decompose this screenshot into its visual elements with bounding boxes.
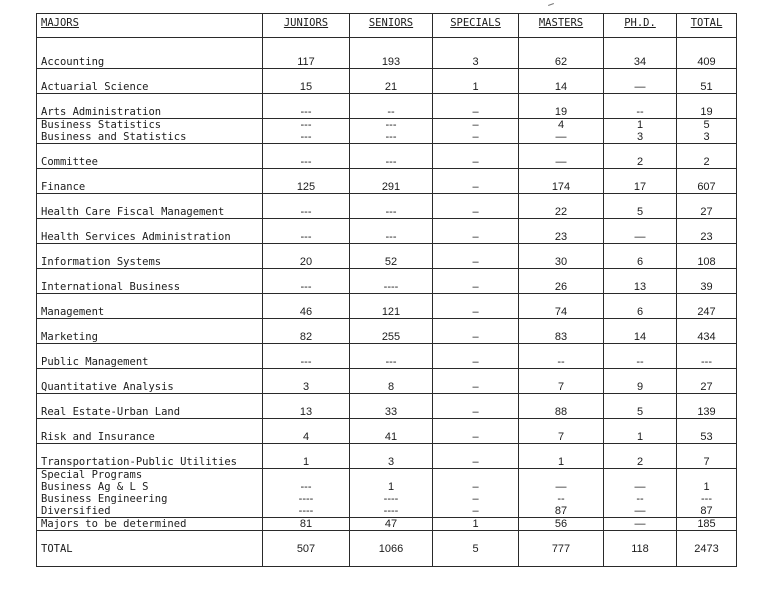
cell-specials: 5 [433,531,519,567]
cell-seniors: 47 [350,518,433,531]
cell-specials: – [433,169,519,194]
cell-phd: 5 [604,194,677,219]
cell-juniors: --- [263,219,350,244]
major-name: Quantitative Analysis [37,369,263,394]
table-row [37,194,737,219]
major-name: Accounting [37,38,263,69]
cell-phd: — [604,481,677,493]
table-row [37,444,737,469]
cell-total: 139 [677,394,737,419]
cell-total: 1 [677,481,737,493]
table-row [37,38,737,69]
cell-phd: 9 [604,369,677,394]
major-name: Transportation-Public Utilities [37,444,263,469]
cell-specials: – [433,481,519,493]
cell-specials: – [433,131,519,144]
cell-seniors: 1 [350,481,433,493]
col-header-majors: MAJORS [37,14,263,38]
cell-seniors: 52 [350,244,433,269]
col-header-specials: SPECIALS [433,14,519,38]
cell-masters: 22 [519,194,604,219]
cell-seniors: 41 [350,419,433,444]
cell-specials: – [433,194,519,219]
cell-total: 39 [677,269,737,294]
cell-masters: 19 [519,94,604,119]
cell-phd: 6 [604,244,677,269]
empty-cell [604,469,677,482]
major-name: Committee [37,144,263,169]
major-name: Arts Administration [37,94,263,119]
cell-phd: 3 [604,131,677,144]
cell-seniors: 255 [350,319,433,344]
cell-phd: 2 [604,144,677,169]
cell-seniors: --- [350,119,433,132]
major-name: Health Care Fiscal Management [37,194,263,219]
cell-phd: — [604,69,677,94]
cell-juniors: --- [263,131,350,144]
cell-phd: 14 [604,319,677,344]
empty-cell [677,469,737,482]
table-row [37,119,737,132]
cell-specials: – [433,505,519,518]
enrollment-table [36,13,737,567]
cell-juniors: 20 [263,244,350,269]
cell-seniors: --- [350,131,433,144]
cell-juniors: --- [263,94,350,119]
cell-total: 87 [677,505,737,518]
major-name: International Business [37,269,263,294]
col-header-total: TOTAL [677,14,737,38]
cell-seniors: 8 [350,369,433,394]
table-row [37,319,737,344]
stray-mark [548,3,554,6]
cell-seniors: 291 [350,169,433,194]
cell-specials: – [433,444,519,469]
cell-specials: – [433,394,519,419]
cell-total: 108 [677,244,737,269]
cell-phd: 2 [604,444,677,469]
major-name: Business Ag & L S [37,481,263,493]
cell-specials: – [433,269,519,294]
cell-phd: 1 [604,419,677,444]
special-program-row [37,518,737,531]
cell-total: 51 [677,69,737,94]
cell-masters: — [519,481,604,493]
cell-masters: 777 [519,531,604,567]
cell-specials: – [433,344,519,369]
cell-juniors: --- [263,344,350,369]
cell-total: 2 [677,144,737,169]
cell-seniors: --- [350,344,433,369]
cell-phd: — [604,505,677,518]
table-row [37,419,737,444]
cell-specials: – [433,493,519,505]
cell-seniors: 193 [350,38,433,69]
cell-total: 185 [677,518,737,531]
cell-specials: – [433,244,519,269]
cell-masters: 4 [519,119,604,132]
cell-total: 7 [677,444,737,469]
cell-seniors: -- [350,94,433,119]
cell-juniors: 81 [263,518,350,531]
cell-juniors: ---- [263,505,350,518]
cell-specials: 3 [433,38,519,69]
cell-juniors: --- [263,481,350,493]
major-name: Real Estate-Urban Land [37,394,263,419]
cell-masters: 74 [519,294,604,319]
major-name: Majors to be determined [37,518,263,531]
major-name: Risk and Insurance [37,419,263,444]
cell-phd: — [604,219,677,244]
cell-total: 19 [677,94,737,119]
cell-masters: 14 [519,69,604,94]
cell-total: --- [677,344,737,369]
cell-total: 2473 [677,531,737,567]
cell-seniors: 1066 [350,531,433,567]
cell-phd: -- [604,344,677,369]
cell-seniors: ---- [350,505,433,518]
table-row [37,369,737,394]
cell-total: 247 [677,294,737,319]
cell-juniors: 3 [263,369,350,394]
cell-juniors: --- [263,269,350,294]
cell-masters: 1 [519,444,604,469]
major-name: Actuarial Science [37,69,263,94]
cell-juniors: 13 [263,394,350,419]
table-row [37,69,737,94]
total-row [37,531,737,567]
cell-phd: 5 [604,394,677,419]
cell-juniors: --- [263,144,350,169]
cell-seniors: ---- [350,493,433,505]
col-header-phd: PH.D. [604,14,677,38]
cell-total: 607 [677,169,737,194]
cell-specials: – [433,119,519,132]
cell-masters: 88 [519,394,604,419]
special-programs-heading: Special Programs [37,469,263,482]
cell-specials: – [433,419,519,444]
major-name: Diversified [37,505,263,518]
cell-phd: — [604,518,677,531]
cell-seniors: --- [350,219,433,244]
cell-masters: 174 [519,169,604,194]
major-name: Health Services Administration [37,219,263,244]
special-programs-heading-row [37,469,737,482]
cell-juniors: 4 [263,419,350,444]
header-row [37,14,737,38]
cell-juniors: 125 [263,169,350,194]
cell-masters: 7 [519,419,604,444]
cell-masters: 56 [519,518,604,531]
cell-specials: – [433,369,519,394]
col-header-juniors: JUNIORS [263,14,350,38]
col-header-seniors: SENIORS [350,14,433,38]
cell-seniors: ---- [350,269,433,294]
cell-specials: – [433,94,519,119]
cell-masters: -- [519,344,604,369]
empty-cell [519,469,604,482]
cell-juniors: 507 [263,531,350,567]
special-program-row [37,505,737,518]
cell-specials: – [433,294,519,319]
cell-total: 27 [677,194,737,219]
major-name: Information Systems [37,244,263,269]
cell-masters: -- [519,493,604,505]
cell-phd: 17 [604,169,677,194]
table-row [37,394,737,419]
cell-phd: -- [604,94,677,119]
cell-phd: 34 [604,38,677,69]
major-name: TOTAL [37,531,263,567]
cell-total: --- [677,493,737,505]
cell-masters: 30 [519,244,604,269]
cell-seniors: 3 [350,444,433,469]
cell-seniors: 121 [350,294,433,319]
cell-masters: 62 [519,38,604,69]
cell-juniors: --- [263,194,350,219]
cell-masters: — [519,131,604,144]
major-name: Finance [37,169,263,194]
cell-total: 27 [677,369,737,394]
cell-masters: 26 [519,269,604,294]
cell-specials: 1 [433,69,519,94]
cell-masters: 83 [519,319,604,344]
cell-specials: – [433,219,519,244]
table-row [37,344,737,369]
major-name: Business and Statistics [37,131,263,144]
cell-total: 5 [677,119,737,132]
cell-juniors: 46 [263,294,350,319]
cell-total: 53 [677,419,737,444]
cell-phd: -- [604,493,677,505]
cell-seniors: 33 [350,394,433,419]
cell-phd: 13 [604,269,677,294]
table-row [37,244,737,269]
cell-juniors: 82 [263,319,350,344]
cell-seniors: --- [350,144,433,169]
cell-juniors: --- [263,119,350,132]
major-name: Management [37,294,263,319]
cell-seniors: --- [350,194,433,219]
cell-juniors: 117 [263,38,350,69]
cell-specials: – [433,144,519,169]
empty-cell [350,469,433,482]
cell-juniors: 15 [263,69,350,94]
special-program-row [37,481,737,493]
table-row [37,294,737,319]
cell-specials: 1 [433,518,519,531]
cell-masters: 87 [519,505,604,518]
table-row [37,144,737,169]
cell-masters: 23 [519,219,604,244]
empty-cell [433,469,519,482]
table-row [37,131,737,144]
table-row [37,219,737,244]
special-program-row [37,493,737,505]
empty-cell [263,469,350,482]
cell-specials: – [433,319,519,344]
table-row [37,169,737,194]
cell-total: 434 [677,319,737,344]
major-name: Marketing [37,319,263,344]
cell-phd: 118 [604,531,677,567]
cell-phd: 6 [604,294,677,319]
cell-total: 409 [677,38,737,69]
cell-seniors: 21 [350,69,433,94]
cell-masters: — [519,144,604,169]
cell-juniors: ---- [263,493,350,505]
table-row [37,94,737,119]
cell-total: 23 [677,219,737,244]
cell-phd: 1 [604,119,677,132]
table-row [37,269,737,294]
col-header-masters: MASTERS [519,14,604,38]
major-name: Business Engineering [37,493,263,505]
cell-total: 3 [677,131,737,144]
major-name: Public Management [37,344,263,369]
major-name: Business Statistics [37,119,263,132]
cell-masters: 7 [519,369,604,394]
cell-juniors: 1 [263,444,350,469]
